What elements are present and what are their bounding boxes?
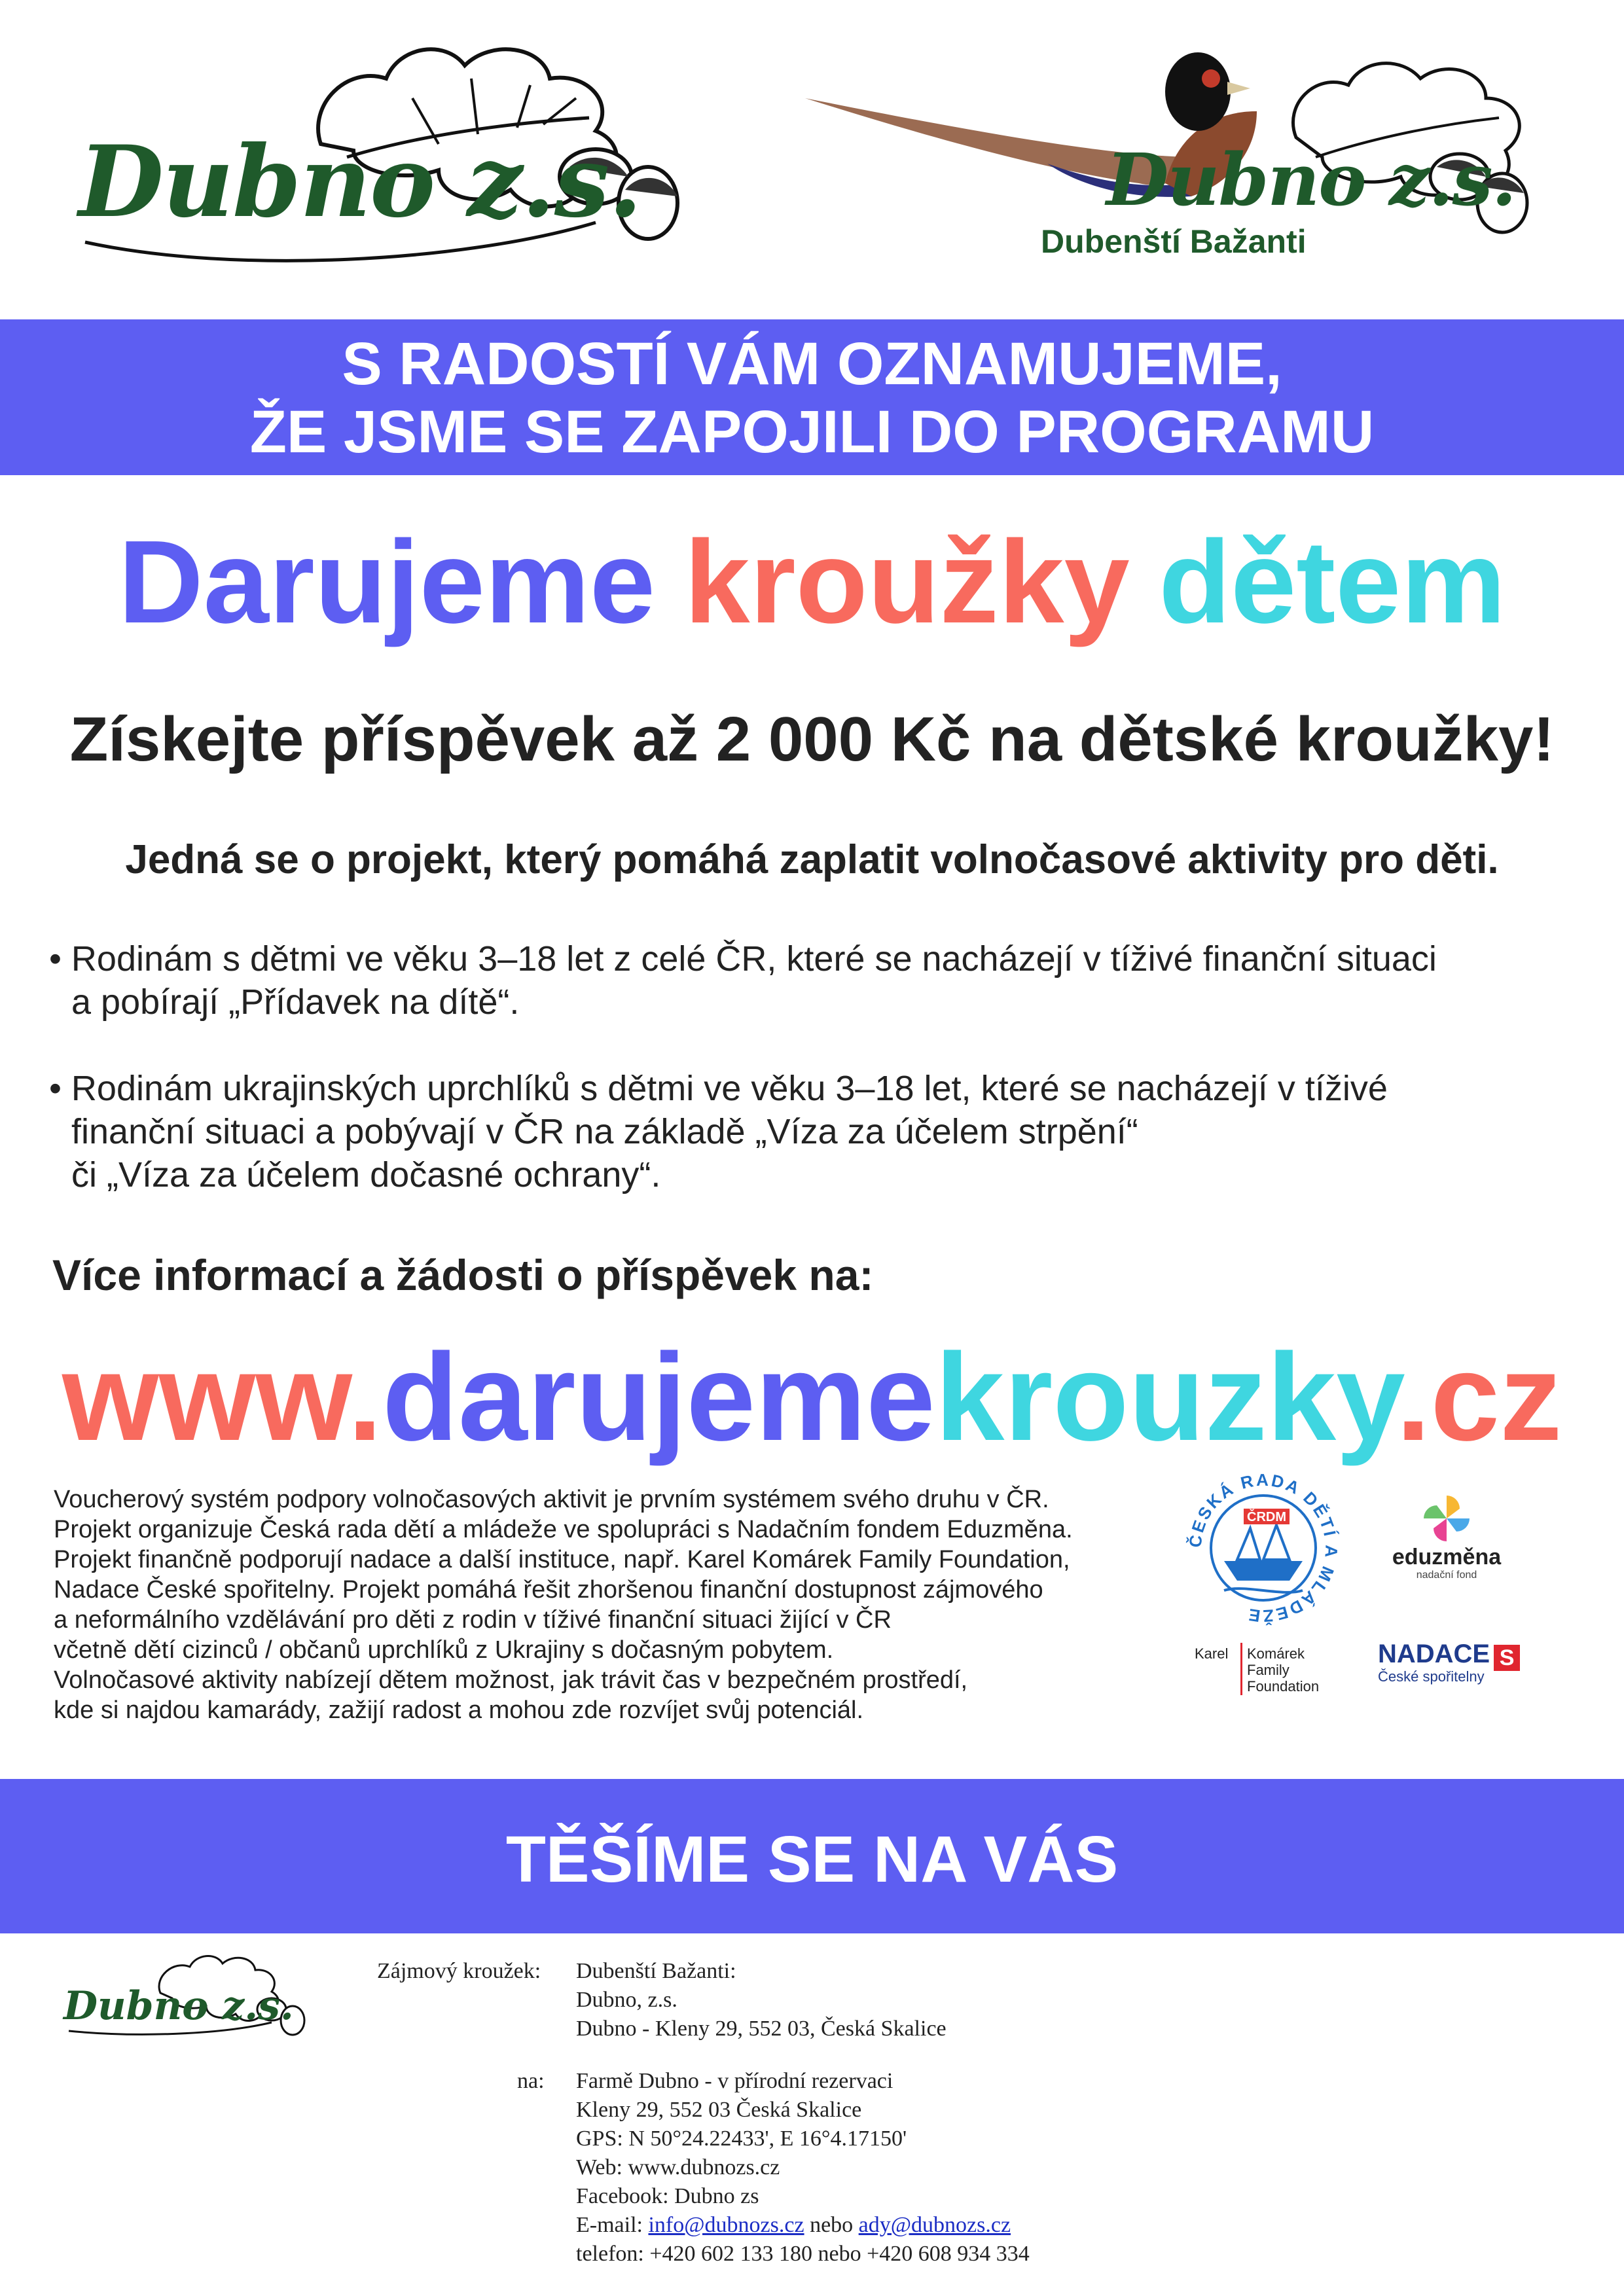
description-line: a neformálního vzdělávání pro děti z rodin v tíživé finanční situaci žijící v ČR — [54, 1606, 892, 1634]
banner-line-1: S RADOSTÍ VÁM OZNAMUJEME, — [342, 331, 1282, 397]
url-part-www: www. — [62, 1328, 382, 1467]
program-title — [0, 516, 1624, 648]
logo-dubno-footer — [62, 1947, 324, 2039]
footer-email-label: E-mail: — [576, 2213, 643, 2237]
footer-address-2: Kleny 29, 552 03 Česká Skalice — [576, 2098, 862, 2122]
footer-club-block — [576, 1957, 1492, 2043]
subtitle: Získejte příspěvek až 2 000 Kč na dětské kroužky! — [69, 704, 1555, 774]
footer-email-ady-link[interactable]: ady@dubnozs.cz — [858, 2213, 1011, 2237]
kkff-r3: Foundation — [1247, 1678, 1320, 1695]
bullet-1-line-2: a pobírají „Přídavek na dítě“. — [71, 982, 520, 1022]
intro-text: Jedná se o projekt, který pomáhá zaplatit volnočasové aktivity pro děti. — [125, 837, 1499, 882]
kkff-r2: Family — [1247, 1662, 1290, 1678]
footer-label-club: Zájmový kroužek: — [377, 1959, 541, 1983]
eduzmena-logo — [1375, 1492, 1519, 1597]
logo-footer-text: Dubno z.s. — [63, 1983, 294, 2029]
nadace-s-icon: S — [1494, 1645, 1520, 1671]
footer-label-at: na: — [517, 2069, 545, 2093]
logo-dubenski-bazanti — [799, 26, 1545, 275]
description-line: Projekt organizuje Česká rada dětí a mládeže ve spolupráci s Nadačním fondem Eduzměna. — [54, 1516, 1073, 1543]
description-line: kde si najdou kamarády, zažijí radost a mohou zde rozvíjet svůj potenciál. — [54, 1696, 864, 1724]
eduzmena-sub: nadační fond — [1416, 1570, 1477, 1581]
nadace-cs-logo — [1378, 1640, 1535, 1698]
footer-web: Web: www.dubnozs.cz — [576, 2155, 780, 2179]
title-word-krouzky: kroužky — [684, 516, 1130, 648]
footer-facebook: Facebook: Dubno zs — [576, 2184, 759, 2208]
program-url[interactable] — [0, 1328, 1624, 1467]
kkff-divider — [1240, 1643, 1242, 1695]
title-word-detem: dětem — [1159, 516, 1506, 648]
url-part-darujeme: darujeme — [382, 1328, 935, 1467]
footer-org: Dubno, z.s. — [576, 1988, 677, 2012]
crdm-logo — [1185, 1469, 1342, 1626]
description-line: Nadace České spořitelny. Projekt pomáhá řešit zhoršenou finanční dostupnost zájmového — [54, 1576, 1043, 1604]
footer-email-row — [576, 2211, 1492, 2240]
footer-place: Farmě Dubno - v přírodní rezervaci — [576, 2069, 893, 2093]
kkff-left: Karel — [1195, 1645, 1229, 1662]
crdm-badge: ČRDM — [1247, 1510, 1286, 1524]
kkff-logo — [1195, 1643, 1339, 1702]
more-info-heading: Více informací a žádosti o příspěvek na: — [52, 1251, 874, 1299]
description-line: včetně dětí cizinců / občanů uprchlíků z Ukrajiny s dočasným pobytem. — [54, 1636, 834, 1664]
kkff-r1: Komárek — [1247, 1645, 1305, 1662]
kkff-right — [1247, 1645, 1319, 1695]
footer-email-info-link[interactable]: info@dubnozs.cz — [648, 2213, 804, 2237]
logo-dubno-left — [72, 26, 727, 275]
logo-right-text: Dubno z.s. — [1106, 137, 1515, 222]
closing-banner — [0, 1779, 1624, 1933]
footer-place-block — [576, 2067, 1492, 2269]
bullet-2-line-2: finanční situaci a pobývají v ČR na základě „Víza za účelem strpění“ — [71, 1112, 1138, 1151]
bullet-1-line-1: • Rodinám s dětmi ve věku 3–18 let z celé ČR, které se nacházejí v tíživé finanční situaci — [49, 939, 1437, 978]
program-description — [54, 1484, 1199, 1725]
pinwheel-icon — [1420, 1492, 1473, 1545]
announcement-banner — [0, 319, 1624, 475]
closing-text: TĚŠÍME SE NA VÁS — [505, 1823, 1119, 1896]
description-line: Projekt finančně podporují nadace a další instituce, např. Karel Komárek Family Foundation, — [54, 1546, 1070, 1573]
eduzmena-name: eduzměna — [1392, 1545, 1502, 1570]
bullet-2-line-3: či „Víza za účelem dočasné ochrany“. — [71, 1155, 661, 1194]
nadace-name: NADACE — [1378, 1640, 1490, 1668]
footer-email-sep: nebo — [810, 2213, 854, 2237]
bullet-2-line-1: • Rodinám ukrajinských uprchlíků s dětmi ve věku 3–18 let, které se nacházejí v tíživé — [49, 1069, 1388, 1108]
footer-address-1: Dubno - Kleny 29, 552 03, Česká Skalice — [576, 2017, 947, 2041]
logo-right-subtitle: Dubenští Bažanti — [1041, 223, 1307, 260]
footer-gps: GPS: N 50°24.22433', E 16°4.17150' — [576, 2126, 907, 2151]
footer-phone: telefon: +420 602 133 180 nebo +420 608 934 334 — [576, 2242, 1030, 2266]
bullet-item — [49, 937, 1594, 1024]
crdm-ship-icon — [1185, 1469, 1342, 1626]
banner-line-2: ŽE JSME SE ZAPOJILI DO PROGRAMU — [249, 399, 1375, 465]
footer-club-name: Dubenští Bažanti: — [576, 1959, 736, 1983]
url-part-cz: .cz — [1396, 1328, 1562, 1467]
bullet-item — [49, 1067, 1594, 1196]
nadace-sub: České spořitelny — [1378, 1668, 1485, 1685]
url-part-krouzky: krouzky — [935, 1328, 1396, 1467]
logo-left-text: Dubno z.s. — [79, 124, 641, 240]
description-line: Voucherový systém podpory volnočasových aktivit je prvním systémem svého druhu v ČR. — [54, 1486, 1049, 1513]
title-word-darujeme: Darujeme — [118, 516, 656, 648]
crdm-ring-text: ČESKÁ RADA DĚTÍ A MLÁDEŽE — [1185, 1469, 1342, 1626]
description-line: Volnočasové aktivity nabízejí dětem možnost, jak trávit čas v bezpečném prostředí, — [54, 1666, 968, 1694]
